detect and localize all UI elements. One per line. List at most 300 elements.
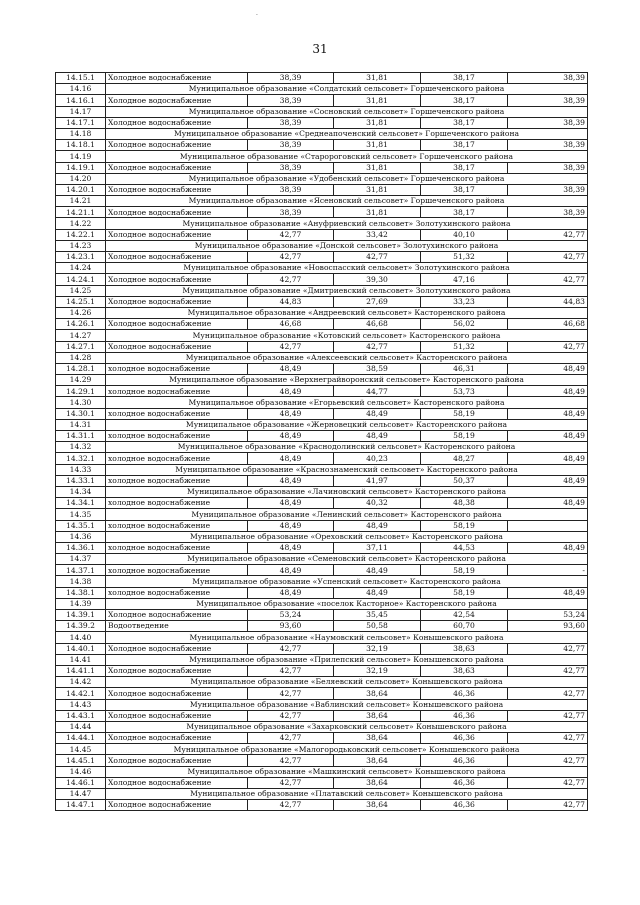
service-name: Холодное водоснабжение — [106, 184, 248, 195]
municipality-title: Муниципальное образование «Краснознаменский сельсовет» Касторенского района — [106, 464, 588, 475]
tariff-value-4: 48,49 — [508, 475, 588, 486]
service-row — [56, 408, 588, 419]
tariff-value-3: 56,02 — [421, 319, 508, 330]
section-code: 14.25 — [56, 285, 106, 296]
tariff-value-1: 48,49 — [248, 520, 334, 531]
tariff-value-3: 46,36 — [421, 755, 508, 766]
municipality-row — [56, 531, 588, 542]
section-code: 14.28 — [56, 352, 106, 363]
service-name: Холодное водоснабжение — [106, 800, 248, 811]
tariff-value-2: 42,77 — [334, 252, 421, 263]
municipality-title: Муниципальное образование «Беляевский сельсовет» Конышевского района — [106, 677, 588, 688]
service-row — [56, 363, 588, 374]
municipality-title: Муниципальное образование «Ваблинский сельсовет» Конышевского района — [106, 699, 588, 710]
tariff-value-1: 38,39 — [248, 207, 334, 218]
tariff-value-2: 40,32 — [334, 498, 421, 509]
section-code: 14.38 — [56, 576, 106, 587]
municipality-title: Муниципальное образование «Среднеапоченский сельсовет» Горшеченского района — [106, 128, 588, 139]
tariff-value-4: 48,49 — [508, 363, 588, 374]
tariff-value-2: 38,64 — [334, 777, 421, 788]
municipality-title: Муниципальное образование «Старороговский сельсовет» Горшеченского района — [106, 151, 588, 162]
service-name: Холодное водоснабжение — [106, 755, 248, 766]
municipality-row — [56, 375, 588, 386]
municipality-row — [56, 397, 588, 408]
municipality-title: Муниципальное образование «Машкинский сельсовет» Конышевского района — [106, 766, 588, 777]
service-name: Холодное водоснабжение — [106, 733, 248, 744]
municipality-title: Муниципальное образование «Захарковский сельсовет» Конышевского района — [106, 721, 588, 732]
item-code: 14.39.1 — [56, 610, 106, 621]
tariff-value-2: 37,11 — [334, 542, 421, 553]
tariff-value-1: 42,77 — [248, 341, 334, 352]
section-code: 14.40 — [56, 632, 106, 643]
service-name: холодное водоснабжение — [106, 386, 248, 397]
tariff-value-3: 38,17 — [421, 207, 508, 218]
item-code: 14.32.1 — [56, 453, 106, 464]
municipality-row — [56, 654, 588, 665]
service-row — [56, 296, 588, 307]
service-row — [56, 431, 588, 442]
tariff-value-4: 38,39 — [508, 162, 588, 173]
tariff-value-1: 38,39 — [248, 95, 334, 106]
tariff-value-3: 38,17 — [421, 140, 508, 151]
municipality-row — [56, 464, 588, 475]
municipality-title: Муниципальное образование «поселок Касторное» Касторенского района — [106, 598, 588, 609]
service-row — [56, 710, 588, 721]
service-row — [56, 341, 588, 352]
section-code: 14.30 — [56, 397, 106, 408]
section-code: 14.29 — [56, 375, 106, 386]
tariff-value-2: 32,19 — [334, 643, 421, 654]
municipality-row — [56, 263, 588, 274]
service-row — [56, 386, 588, 397]
service-row — [56, 777, 588, 788]
service-row — [56, 475, 588, 486]
item-code: 14.41.1 — [56, 665, 106, 676]
tariff-value-2: 31,81 — [334, 117, 421, 128]
tariff-value-4: 42,77 — [508, 800, 588, 811]
service-row — [56, 498, 588, 509]
service-row — [56, 453, 588, 464]
service-row — [56, 319, 588, 330]
tariff-value-4 — [508, 520, 588, 531]
tariff-value-1: 48,49 — [248, 431, 334, 442]
municipality-title: Муниципальное образование «Ясеновский сельсовет» Горшеченского района — [106, 196, 588, 207]
service-row — [56, 73, 588, 84]
service-name: Холодное водоснабжение — [106, 296, 248, 307]
tariff-value-1: 38,39 — [248, 140, 334, 151]
municipality-title: Муниципальное образование «Малогородьковский сельсовет» Конышевского района — [106, 744, 588, 755]
service-row — [56, 542, 588, 553]
tariff-value-2: 33,42 — [334, 229, 421, 240]
section-code: 14.17 — [56, 106, 106, 117]
tariff-value-2: 42,77 — [334, 341, 421, 352]
tariff-value-4: 38,39 — [508, 117, 588, 128]
tariff-value-4: 42,77 — [508, 252, 588, 263]
service-name: Холодное водоснабжение — [106, 319, 248, 330]
tariff-value-3: 38,63 — [421, 665, 508, 676]
scan-speck: · — [256, 12, 258, 19]
service-name: Холодное водоснабжение — [106, 688, 248, 699]
tariff-value-3: 46,36 — [421, 688, 508, 699]
municipality-row — [56, 196, 588, 207]
service-name: холодное водоснабжение — [106, 408, 248, 419]
tariff-value-2: 48,49 — [334, 431, 421, 442]
service-row — [56, 565, 588, 576]
tariff-value-1: 42,77 — [248, 643, 334, 654]
municipality-title: Муниципальное образование «Солдатский сельсовет» Горшеченского района — [106, 84, 588, 95]
tariff-value-4: 42,77 — [508, 341, 588, 352]
tariff-table-body — [56, 73, 588, 811]
item-code: 14.17.1 — [56, 117, 106, 128]
municipality-row — [56, 285, 588, 296]
tariff-value-4: 42,77 — [508, 229, 588, 240]
tariff-value-4: 42,77 — [508, 755, 588, 766]
service-row — [56, 587, 588, 598]
service-name: холодное водоснабжение — [106, 453, 248, 464]
municipality-row — [56, 442, 588, 453]
tariff-value-1: 48,49 — [248, 475, 334, 486]
service-name: Холодное водоснабжение — [106, 140, 248, 151]
item-code: 14.45.1 — [56, 755, 106, 766]
service-row — [56, 643, 588, 654]
tariff-value-2: 31,81 — [334, 162, 421, 173]
tariff-value-1: 42,77 — [248, 665, 334, 676]
tariff-value-3: 48,27 — [421, 453, 508, 464]
municipality-row — [56, 307, 588, 318]
service-name: Холодное водоснабжение — [106, 229, 248, 240]
tariff-value-4: 42,77 — [508, 274, 588, 285]
tariff-value-3: 53,73 — [421, 386, 508, 397]
tariff-value-1: 48,49 — [248, 587, 334, 598]
tariff-value-3: 33,23 — [421, 296, 508, 307]
service-row — [56, 800, 588, 811]
tariff-value-3: 47,16 — [421, 274, 508, 285]
section-code: 14.32 — [56, 442, 106, 453]
service-name: Холодное водоснабжение — [106, 710, 248, 721]
page-number: 31 — [312, 42, 328, 56]
service-name: Холодное водоснабжение — [106, 643, 248, 654]
tariff-value-2: 31,81 — [334, 140, 421, 151]
municipality-row — [56, 509, 588, 520]
tariff-value-3: 58,19 — [421, 565, 508, 576]
municipality-title: Муниципальное образование «Новоспасский сельсовет» Золотухинского района — [106, 263, 588, 274]
section-code: 14.43 — [56, 699, 106, 710]
tariff-value-2: 35,45 — [334, 610, 421, 621]
tariff-value-3: 38,63 — [421, 643, 508, 654]
tariff-value-1: 42,77 — [248, 710, 334, 721]
tariff-value-1: 42,77 — [248, 688, 334, 699]
service-row — [56, 610, 588, 621]
section-code: 14.18 — [56, 128, 106, 139]
section-code: 14.26 — [56, 307, 106, 318]
section-code: 14.23 — [56, 240, 106, 251]
service-name: холодное водоснабжение — [106, 520, 248, 531]
item-code: 14.20.1 — [56, 184, 106, 195]
service-name: холодное водоснабжение — [106, 542, 248, 553]
tariff-value-2: 41,97 — [334, 475, 421, 486]
tariff-value-4: 53,24 — [508, 610, 588, 621]
municipality-title: Муниципальное образование «Котовский сельсовет» Касторенского района — [106, 330, 588, 341]
municipality-title: Муниципальное образование «Сосновский сельсовет» Горшеченского района — [106, 106, 588, 117]
tariff-value-1: 48,49 — [248, 363, 334, 374]
municipality-row — [56, 766, 588, 777]
municipality-row — [56, 789, 588, 800]
section-code: 14.33 — [56, 464, 106, 475]
municipality-row — [56, 352, 588, 363]
tariff-value-4: 46,68 — [508, 319, 588, 330]
tariff-value-3: 58,19 — [421, 520, 508, 531]
service-row — [56, 95, 588, 106]
tariff-value-3: 42,54 — [421, 610, 508, 621]
tariff-value-2: 48,49 — [334, 587, 421, 598]
tariff-value-4: 48,49 — [508, 386, 588, 397]
tariff-value-4: 48,49 — [508, 408, 588, 419]
tariff-value-2: 39,30 — [334, 274, 421, 285]
municipality-title: Муниципальное образование «Краснодолинский сельсовет» Касторенского района — [106, 442, 588, 453]
municipality-title: Муниципальное образование «Удобенский сельсовет» Горшеченского района — [106, 173, 588, 184]
tariff-value-3: 38,17 — [421, 95, 508, 106]
service-name: Холодное водоснабжение — [106, 665, 248, 676]
tariff-value-3: 58,19 — [421, 587, 508, 598]
tariff-value-3: 50,37 — [421, 475, 508, 486]
tariff-value-4: 48,49 — [508, 431, 588, 442]
municipality-row — [56, 151, 588, 162]
tariff-value-1: 53,24 — [248, 610, 334, 621]
tariff-value-2: 40,23 — [334, 453, 421, 464]
municipality-title: Муниципальное образование «Андреевский сельсовет» Касторенского района — [106, 307, 588, 318]
municipality-title: Муниципальное образование «Ореховский сельсовет» Касторенского района — [106, 531, 588, 542]
municipality-row — [56, 554, 588, 565]
municipality-title: Муниципальное образование «Ленинский сельсовет» Касторенского района — [106, 509, 588, 520]
tariff-value-4: 38,39 — [508, 73, 588, 84]
municipality-row — [56, 598, 588, 609]
tariff-value-3: 51,32 — [421, 341, 508, 352]
tariff-value-4: 38,39 — [508, 140, 588, 151]
tariff-value-2: 50,58 — [334, 621, 421, 632]
section-code: 14.46 — [56, 766, 106, 777]
municipality-row — [56, 419, 588, 430]
item-code: 14.47.1 — [56, 800, 106, 811]
service-name: холодное водоснабжение — [106, 431, 248, 442]
service-row — [56, 621, 588, 632]
item-code: 14.25.1 — [56, 296, 106, 307]
service-row — [56, 184, 588, 195]
tariff-value-4: 93,60 — [508, 621, 588, 632]
item-code: 14.22.1 — [56, 229, 106, 240]
tariff-value-1: 44,83 — [248, 296, 334, 307]
service-name: Холодное водоснабжение — [106, 274, 248, 285]
tariff-value-2: 46,68 — [334, 319, 421, 330]
service-row — [56, 140, 588, 151]
service-row — [56, 274, 588, 285]
item-code: 14.24.1 — [56, 274, 106, 285]
tariff-value-1: 42,77 — [248, 777, 334, 788]
section-code: 14.34 — [56, 486, 106, 497]
tariff-value-1: 42,77 — [248, 229, 334, 240]
municipality-row — [56, 240, 588, 251]
tariff-value-4: 42,77 — [508, 777, 588, 788]
tariff-value-3: 46,36 — [421, 800, 508, 811]
section-code: 14.21 — [56, 196, 106, 207]
item-code: 14.38.1 — [56, 587, 106, 598]
item-code: 14.37.1 — [56, 565, 106, 576]
municipality-row — [56, 106, 588, 117]
municipality-row — [56, 576, 588, 587]
section-code: 14.27 — [56, 330, 106, 341]
section-code: 14.44 — [56, 721, 106, 732]
tariff-value-4: 42,77 — [508, 733, 588, 744]
service-name: Холодное водоснабжение — [106, 162, 248, 173]
item-code: 14.18.1 — [56, 140, 106, 151]
municipality-row — [56, 128, 588, 139]
service-name: Холодное водоснабжение — [106, 95, 248, 106]
municipality-title: Муниципальное образование «Дмитриевский сельсовет» Золотухинского района — [106, 285, 588, 296]
tariff-value-3: 60,70 — [421, 621, 508, 632]
tariff-value-1: 42,77 — [248, 733, 334, 744]
item-code: 14.19.1 — [56, 162, 106, 173]
section-code: 14.36 — [56, 531, 106, 542]
municipality-title: Муниципальное образование «Ануфриевский сельсовет» Золотухинского района — [106, 218, 588, 229]
item-code: 14.40.1 — [56, 643, 106, 654]
tariff-value-3: 46,36 — [421, 777, 508, 788]
tariff-value-4: 44,83 — [508, 296, 588, 307]
service-row — [56, 117, 588, 128]
item-code: 14.44.1 — [56, 733, 106, 744]
service-row — [56, 252, 588, 263]
tariff-value-1: 48,49 — [248, 542, 334, 553]
municipality-row — [56, 744, 588, 755]
tariff-value-3: 38,17 — [421, 117, 508, 128]
tariff-value-3: 38,17 — [421, 162, 508, 173]
item-code: 14.26.1 — [56, 319, 106, 330]
tariff-value-2: 48,49 — [334, 408, 421, 419]
item-code: 14.35.1 — [56, 520, 106, 531]
tariff-value-2: 32,19 — [334, 665, 421, 676]
item-code: 14.36.1 — [56, 542, 106, 553]
tariff-value-2: 38,59 — [334, 363, 421, 374]
municipality-row — [56, 486, 588, 497]
item-code: 14.34.1 — [56, 498, 106, 509]
item-code: 14.28.1 — [56, 363, 106, 374]
tariff-value-4: 42,77 — [508, 643, 588, 654]
tariff-value-1: 48,49 — [248, 386, 334, 397]
tariff-value-1: 38,39 — [248, 184, 334, 195]
service-row — [56, 520, 588, 531]
municipality-title: Муниципальное образование «Алексеевский сельсовет» Касторенского района — [106, 352, 588, 363]
tariff-value-3: 46,31 — [421, 363, 508, 374]
tariff-value-2: 48,49 — [334, 520, 421, 531]
service-name: холодное водоснабжение — [106, 475, 248, 486]
tariff-value-2: 38,64 — [334, 755, 421, 766]
tariff-value-1: 48,49 — [248, 453, 334, 464]
tariff-value-4: 42,77 — [508, 665, 588, 676]
municipality-title: Муниципальное образование «Лачиновский сельсовет» Касторенского района — [106, 486, 588, 497]
service-row — [56, 665, 588, 676]
section-code: 14.16 — [56, 84, 106, 95]
section-code: 14.35 — [56, 509, 106, 520]
item-code: 14.31.1 — [56, 431, 106, 442]
section-code: 14.20 — [56, 173, 106, 184]
tariff-value-2: 44,77 — [334, 386, 421, 397]
tariff-value-3: 46,36 — [421, 710, 508, 721]
tariff-value-2: 27,69 — [334, 296, 421, 307]
section-code: 14.22 — [56, 218, 106, 229]
service-name: Холодное водоснабжение — [106, 117, 248, 128]
tariff-value-1: 42,77 — [248, 274, 334, 285]
tariff-value-4: 38,39 — [508, 184, 588, 195]
item-code: 14.42.1 — [56, 688, 106, 699]
municipality-title: Муниципальное образование «Прилепский сельсовет» Конышевского района — [106, 654, 588, 665]
tariff-value-4: 48,49 — [508, 542, 588, 553]
tariff-value-1: 42,77 — [248, 800, 334, 811]
item-code: 14.39.2 — [56, 621, 106, 632]
municipality-title: Муниципальное образование «Верхнеграйворонский сельсовет» Касторенского района — [106, 375, 588, 386]
municipality-title: Муниципальное образование «Успенский сельсовет» Касторенского района — [106, 576, 588, 587]
tariff-value-2: 38,64 — [334, 688, 421, 699]
item-code: 14.16.1 — [56, 95, 106, 106]
item-code: 14.27.1 — [56, 341, 106, 352]
item-code: 14.33.1 — [56, 475, 106, 486]
service-name: Холодное водоснабжение — [106, 252, 248, 263]
item-code: 14.30.1 — [56, 408, 106, 419]
municipality-row — [56, 84, 588, 95]
section-code: 14.24 — [56, 263, 106, 274]
tariff-value-3: 58,19 — [421, 431, 508, 442]
tariff-value-4: 48,49 — [508, 587, 588, 598]
section-code: 14.45 — [56, 744, 106, 755]
tariff-value-2: 38,64 — [334, 733, 421, 744]
municipality-title: Муниципальное образование «Наумовский сельсовет» Конышевского района — [106, 632, 588, 643]
service-name: Холодное водоснабжение — [106, 341, 248, 352]
service-name: холодное водоснабжение — [106, 565, 248, 576]
service-row — [56, 688, 588, 699]
tariff-value-4: 48,49 — [508, 453, 588, 464]
service-name: холодное водоснабжение — [106, 587, 248, 598]
service-row — [56, 733, 588, 744]
tariff-value-3: 58,19 — [421, 408, 508, 419]
section-code: 14.41 — [56, 654, 106, 665]
municipality-row — [56, 721, 588, 732]
tariff-value-4: 48,49 — [508, 498, 588, 509]
tariff-value-2: 31,81 — [334, 184, 421, 195]
tariff-value-1: 42,77 — [248, 755, 334, 766]
tariff-value-1: 48,49 — [248, 498, 334, 509]
tariff-value-1: 48,49 — [248, 565, 334, 576]
tariff-value-1: 48,49 — [248, 408, 334, 419]
tariff-value-1: 38,39 — [248, 162, 334, 173]
tariff-value-3: 40,10 — [421, 229, 508, 240]
section-code: 14.31 — [56, 419, 106, 430]
tariff-value-4: - — [508, 565, 588, 576]
tariff-value-2: 31,81 — [334, 95, 421, 106]
tariff-value-1: 38,39 — [248, 73, 334, 84]
tariff-value-3: 38,17 — [421, 73, 508, 84]
municipality-title: Муниципальное образование «Егорьевский сельсовет» Касторенского района — [106, 397, 588, 408]
municipality-row — [56, 677, 588, 688]
tariff-value-1: 38,39 — [248, 117, 334, 128]
tariff-value-4: 42,77 — [508, 688, 588, 699]
municipality-title: Муниципальное образование «Жерновецкий сельсовет» Касторенского района — [106, 419, 588, 430]
municipality-row — [56, 699, 588, 710]
tariff-value-4: 38,39 — [508, 95, 588, 106]
item-code: 14.46.1 — [56, 777, 106, 788]
service-name: Холодное водоснабжение — [106, 610, 248, 621]
service-name: холодное водоснабжение — [106, 498, 248, 509]
municipality-row — [56, 173, 588, 184]
tariff-value-3: 48,38 — [421, 498, 508, 509]
item-code: 14.23.1 — [56, 252, 106, 263]
tariff-value-1: 93,60 — [248, 621, 334, 632]
